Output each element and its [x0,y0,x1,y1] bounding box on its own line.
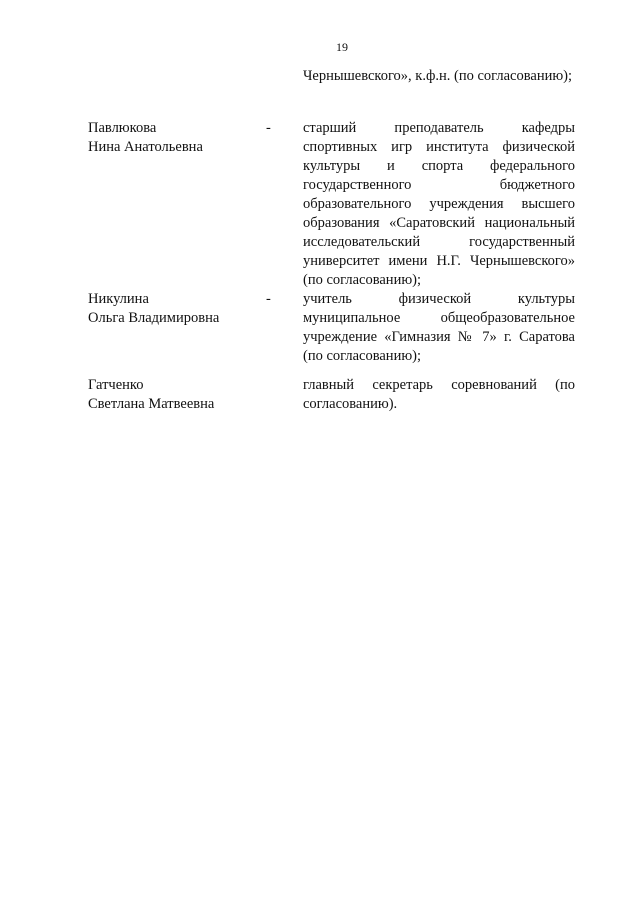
member-surname: Гатченко [88,377,144,393]
member-description: учитель физической культуры муниципальное общеобразовательное учреждение «Гимназия № 7» г. Саратова (по согласованию); [303,291,575,364]
member-name [88,376,268,414]
member-given-names: Нина Анатольевна [88,139,203,155]
member-description: главный секретарь соревнований (по согласованию). [303,377,575,412]
member-surname: Павлюкова [88,120,157,136]
member-description: старший преподаватель кафедры спортивных игр института физической культуры и спорта федерального государственного бюджетного образовательного учреждения высшего образования «Саратовский национальный исследовательский государственный университет имени Н.Г. Чернышевского» (по согласованию); [303,120,575,288]
member-dash: - [266,291,271,307]
member-name [88,290,268,328]
page-number: 19 [336,40,348,54]
member-surname: Никулина [88,291,149,307]
member-name [88,119,268,157]
member-given-names: Светлана Матвеевна [88,396,215,412]
member-given-names: Ольга Владимировна [88,310,220,326]
member-dash: - [266,120,271,136]
continuation-text: Чернышевского», к.ф.н. (по согласованию); [303,68,573,84]
